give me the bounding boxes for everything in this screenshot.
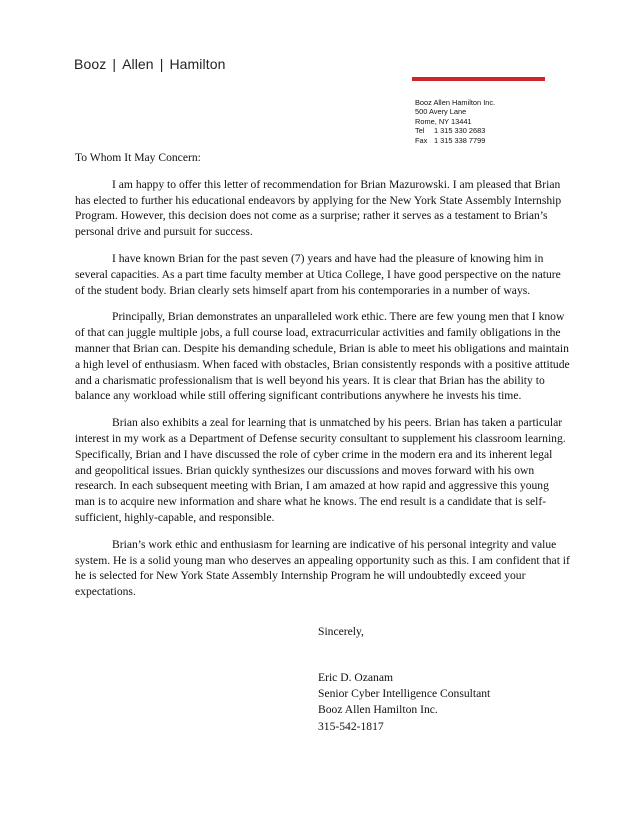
- tel-label: Tel: [415, 126, 425, 136]
- address-fax: [415, 136, 495, 145]
- closing: Sincerely,: [318, 625, 364, 638]
- letter-body: [75, 150, 571, 611]
- logo-separator: |: [112, 56, 117, 72]
- paragraph-2: I have known Brian for the past seven (7) years and have had the pleasure of knowing him in several capacities. As a part time faculty member at Utica College, I have good perspective on the nature of the student body. Brian clearly sets himself apart from his contemporaries in a number of ways.: [75, 251, 561, 297]
- logo-word-3: Hamilton: [169, 56, 226, 72]
- signer-company: Booz Allen Hamilton Inc.: [318, 703, 438, 717]
- paragraph-3: Principally, Brian demonstrates an unparalleled work ethic. There are few young men that I know of that can juggle multiple jobs, a full course load, extracurricular activities and family obligations in the manner that Brian can. Despite his demanding schedule, Brian is able to meet his obligations and maintain a high level of enthusiasm. When faced with obstacles, Brian consistently responds with a positive attitude and a charismatic professionalism that is well beyond his years. It is clear that Brian has the ability to balance any workload while still offering significant contributions anywhere he invests his time.: [75, 310, 570, 403]
- paragraph-4: Brian also exhibits a zeal for learning that is unmatched by his peers. Brian has taken a particular interest in my work as a Department of Defense security consultant to supplement his classroom learning. Specifically, Brian and I have discussed the role of cyber crime in the modern era and its inherent legal and geopolitical issues. Brian quickly synthesizes our discussions and moves forward with his own research. In each subsequent meeting with Brian, I am amazed at how rapid and aggressive this young man is to acquire new information and share what he knows. The end result is a candidate that is self-sufficient, highly-capable, and responsible.: [75, 416, 566, 524]
- fax-label: Fax: [415, 135, 428, 145]
- accent-bar: [412, 77, 545, 81]
- signer-phone: 315-542-1817: [318, 719, 384, 733]
- address-company: Booz Allen Hamilton Inc.: [415, 98, 496, 107]
- signer-name: Eric D. Ozanam: [318, 671, 394, 684]
- address-city: Rome, NY 13441: [415, 116, 472, 126]
- paragraph-1: I am happy to offer this letter of recommendation for Brian Mazurowski. I am pleased that Brian has elected to further his educational endeavors by applying for the New York State Assembly Internship Program. However, this decision does not come as a surprise; rather it serves as a testament to Brian’s personal drive and pursuit for success.: [75, 177, 562, 239]
- address-street: 500 Avery Lane: [415, 107, 467, 117]
- fax-number: 1 315 338 7799: [434, 135, 486, 145]
- greeting: To Whom It May Concern:: [75, 151, 201, 164]
- paragraph-5: Brian’s work ethic and enthusiasm for learning are indicative of his personal integrity and value system. He is a solid young man who deserves an appealing opportunity such as this. I am confident that if he is selected for New York State Assembly Internship Program he will undoubtedly exceed your expectations.: [75, 537, 570, 599]
- logo-separator: |: [159, 56, 164, 72]
- tel-number: 1 315 330 2683: [434, 126, 486, 136]
- logo-word-2: Allen: [122, 56, 154, 72]
- logo-word-1: Booz: [74, 56, 107, 72]
- signature-block: [318, 670, 490, 735]
- address-tel: [415, 126, 495, 135]
- company-logo: [74, 56, 226, 72]
- signer-title: Senior Cyber Intelligence Consultant: [318, 687, 491, 701]
- address-block: [415, 98, 495, 145]
